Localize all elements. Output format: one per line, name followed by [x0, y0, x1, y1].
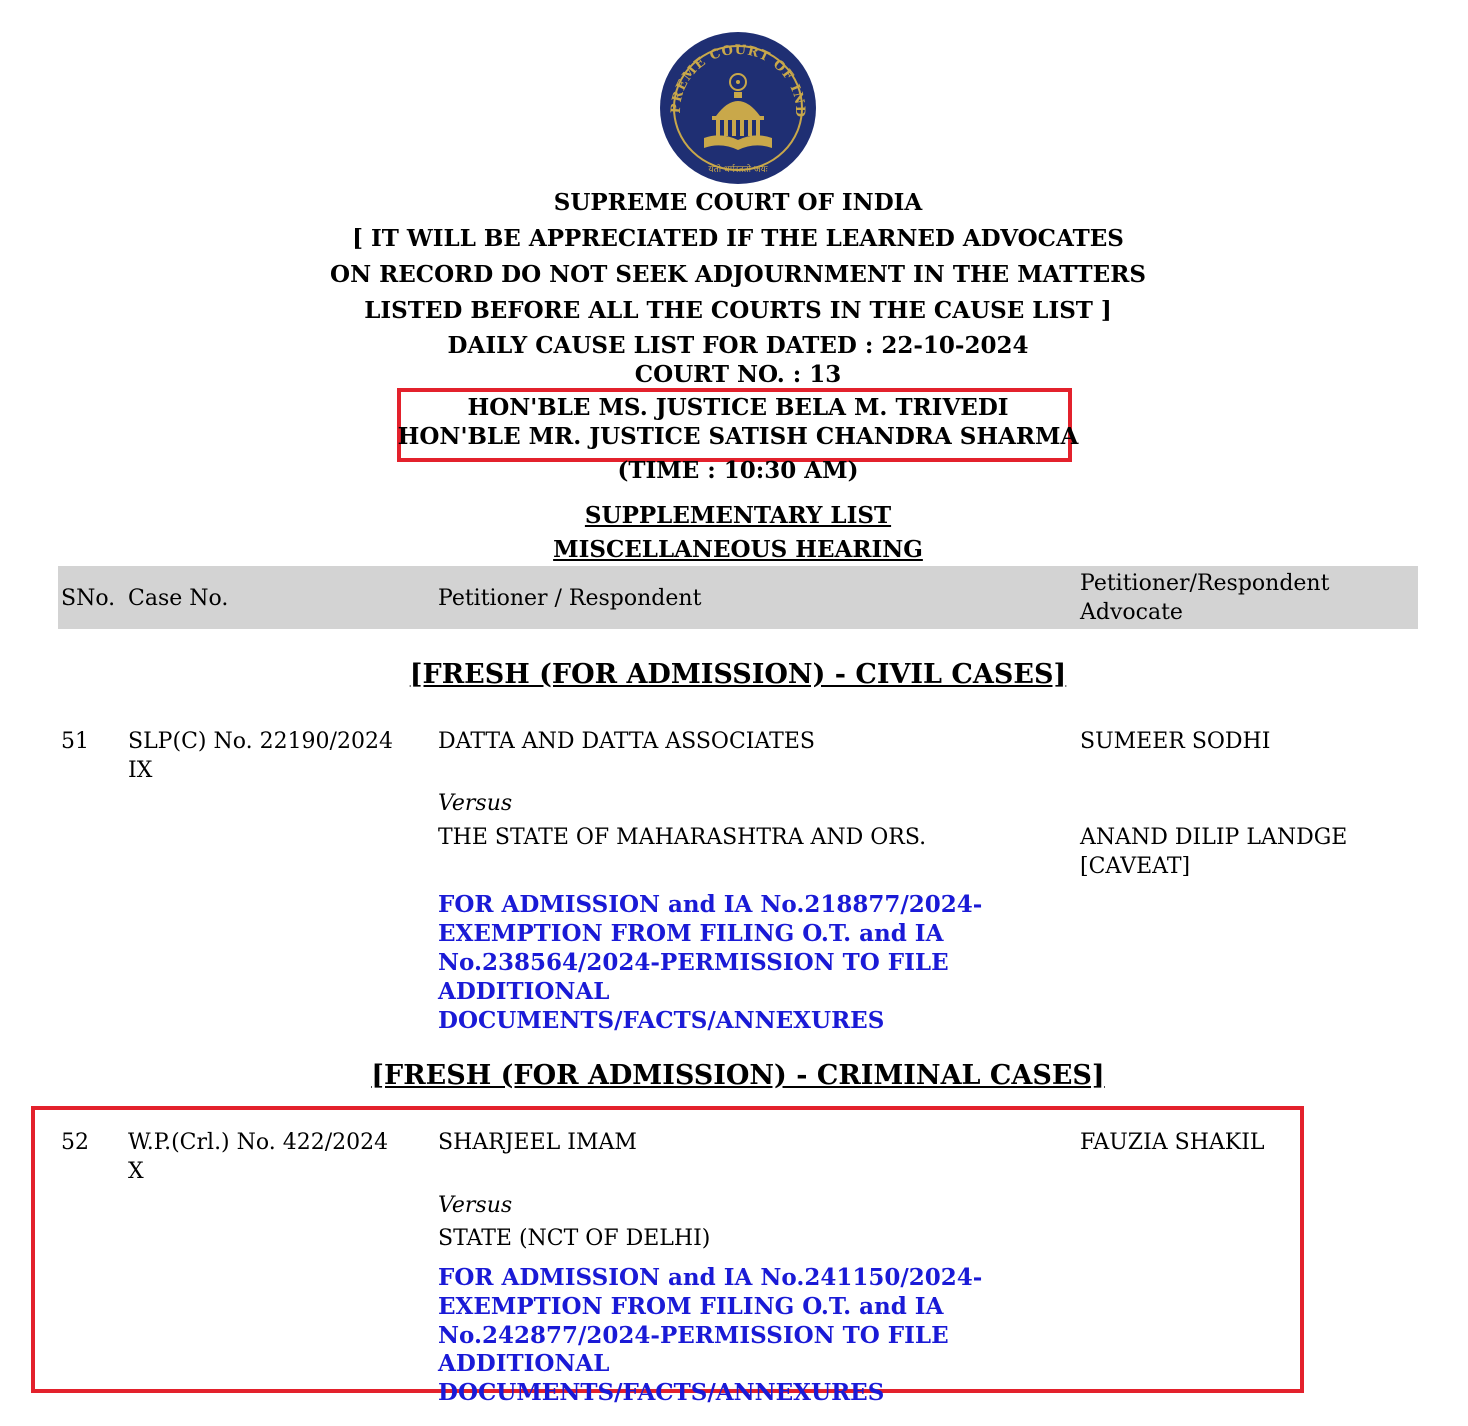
column-header-sno: SNo. [61, 586, 116, 611]
section-title-civil: [FRESH (FOR ADMISSION) - CIVIL CASES] [409, 659, 1067, 690]
notice-line-1: [ IT WILL BE APPRECIATED IF THE LEARNED ADVOCATES [352, 225, 1124, 252]
section-title-criminal: [FRESH (FOR ADMISSION) - CRIMINAL CASES] [371, 1060, 1105, 1091]
case-51-remark-line-3: No.238564/2024-PERMISSION TO FILE [438, 949, 949, 976]
case-52-remark-line-4: ADDITIONAL DOCUMENTS/FACTS/ANNEXURES [438, 1350, 885, 1406]
notice-line-3: LISTED BEFORE ALL THE COURTS IN THE CAUSE LIST ] [364, 297, 1112, 324]
judge-1: HON'BLE MS. JUSTICE BELA M. TRIVEDI [467, 394, 1009, 421]
case-52-suffix: X [128, 1159, 144, 1184]
column-header-parties: Petitioner / Respondent [438, 586, 702, 611]
case-51-respondent: THE STATE OF MAHARASHTRA AND ORS. [438, 825, 927, 850]
column-header-advocate-line2: Advocate [1080, 600, 1183, 625]
case-52-petitioner-advocate: FAUZIA SHAKIL [1080, 1130, 1265, 1155]
case-52-petitioner: SHARJEEL IMAM [438, 1130, 637, 1155]
court-name: SUPREME COURT OF INDIA [553, 189, 923, 216]
case-51-sno: 51 [61, 729, 89, 754]
case-51-remark-line-1: FOR ADMISSION and IA No.218877/2024- [438, 891, 983, 918]
seal-motto: यतो धर्मस्ततो जयः [708, 165, 768, 175]
notice-line-2: ON RECORD DO NOT SEEK ADJOURNMENT IN THE MATTERS [330, 261, 1146, 288]
column-header-case-no: Case No. [128, 586, 229, 611]
case-52-remark-line-3: No.242877/2024-PERMISSION TO FILE [438, 1322, 949, 1349]
case-51-respondent-advocate: ANAND DILIP LANDGE [1080, 825, 1348, 850]
case-51-suffix: IX [128, 758, 153, 783]
case-51-petitioner: DATTA AND DATTA ASSOCIATES [438, 729, 815, 754]
sitting-time: (TIME : 10:30 AM) [617, 457, 859, 484]
case-52-remark-line-2: EXEMPTION FROM FILING O.T. and IA [438, 1293, 944, 1320]
hearing-type: MISCELLANEOUS HEARING [553, 536, 923, 563]
case-52-versus: Versus [438, 1193, 513, 1218]
case-51-remark-line-4: ADDITIONAL DOCUMENTS/FACTS/ANNEXURES [438, 978, 885, 1034]
case-51-versus: Versus [438, 791, 513, 816]
case-52-remark-line-1: FOR ADMISSION and IA No.241150/2024- [438, 1264, 983, 1291]
case-51-remark-line-2: EXEMPTION FROM FILING O.T. and IA [438, 920, 944, 947]
case-51-caveat: [CAVEAT] [1080, 854, 1191, 879]
column-header-advocate-line1: Petitioner/Respondent [1080, 571, 1330, 596]
case-51-petitioner-advocate: SUMEER SODHI [1080, 729, 1271, 754]
list-type: SUPPLEMENTARY LIST [584, 502, 892, 529]
judge-2: HON'BLE MR. JUSTICE SATISH CHANDRA SHARMA [397, 423, 1079, 450]
case-51-case-no: SLP(C) No. 22190/2024 [128, 729, 393, 754]
supreme-court-seal [658, 30, 818, 186]
cause-list-date: DAILY CAUSE LIST FOR DATED : 22-10-2024 [447, 332, 1029, 359]
court-number: COURT NO. : 13 [634, 361, 842, 388]
case-52-respondent: STATE (NCT OF DELHI) [438, 1226, 711, 1251]
case-52-case-no: W.P.(Crl.) No. 422/2024 [128, 1130, 389, 1155]
case-52-sno: 52 [61, 1130, 89, 1155]
seal-ring-text: PREME COURT OF IND [668, 42, 808, 119]
